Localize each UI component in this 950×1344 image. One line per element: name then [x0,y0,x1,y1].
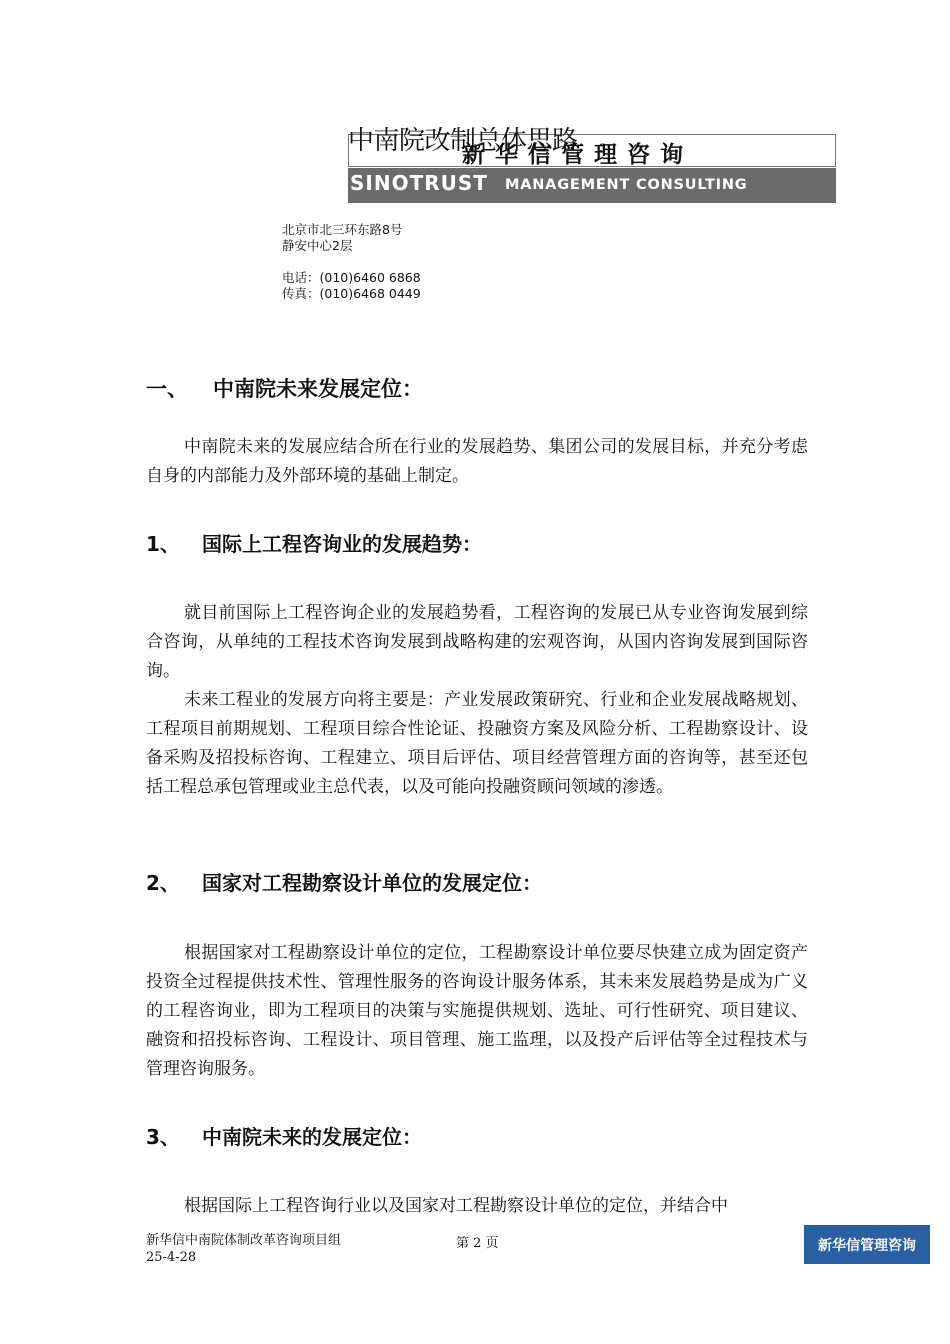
address-line-1: 北京市北三环东路8号 [282,222,403,237]
section-heading-1 [146,373,423,403]
page-number: 第 2 页 [456,1236,499,1251]
section-number: 一、 [146,377,188,401]
intro-paragraph: 中南院未来的发展应结合所在行业的发展趋势、集团公司的发展目标，并充分考虑自身的内部能力及外部环境的基础上制定。 [146,437,808,486]
subheading-number: 2、 [146,871,180,895]
section-title: 中南院未来发展定位： [213,377,423,401]
paragraph-sub1-1: 就目前国际上工程咨询企业的发展趋势看，工程咨询的发展已从专业咨询发展到综合咨询，从单纯的工程技术咨询发展到战略构建的宏观咨询，从国内咨询发展到国际咨询。 [146,603,808,681]
fax-number: 传真：(010)6468 0449 [282,286,421,301]
logo-english-main: SINOTRUST [350,171,488,195]
footer-org: 新华信中南院体制改革咨询项目组 [146,1233,342,1248]
subheading-3 [146,1121,422,1150]
subheading-number: 3、 [146,1125,180,1149]
document-title: 中南院改制总体思路 [348,126,578,156]
logo-chinese-name: 新华信管理咨询 [462,142,693,168]
subheading-title: 国家对工程勘察设计单位的发展定位： [202,871,542,895]
footer-info [146,1232,341,1266]
subheading-1 [146,528,482,557]
subheading-title: 国际上工程咨询业的发展趋势： [202,532,482,556]
subheading-title: 中南院未来的发展定位： [202,1125,422,1149]
phone-number: 电话：(010)6460 6868 [282,270,421,285]
paragraph-sub3-1: 根据国际上工程咨询行业以及国家对工程勘察设计单位的定位，并结合中 [184,1196,728,1216]
footer-date: 25-4-28 [146,1250,197,1265]
logo-english-sub: MANAGEMENT CONSULTING [505,177,748,193]
subheading-2 [146,867,542,896]
subheading-number: 1、 [146,532,180,556]
paragraph-sub2-1: 根据国家对工程勘察设计单位的定位，工程勘察设计单位要尽快建立成为固定资产投资全过程提供技术性、管理性服务的咨询设计服务体系，其未来发展趋势是成为广义的工程咨询业，即为工程项目的决策与实施提供规划、选址、可行性研究、项目建议、融资和招投标咨询、工程设计、项目管理、施工监理，以及投产后评估等全过程技术与管理咨询服务。 [146,943,808,1079]
address-line-2: 静安中心2层 [282,238,353,253]
footer-brand-badge: 新华信管理咨询 [804,1225,930,1264]
paragraph-sub1-2: 未来工程业的发展方向将主要是：产业发展政策研究、行业和企业发展战略规划、工程项目前期规划、工程项目综合性论证、投融资方案及风险分析、工程勘察设计、设备采购及招投标咨询、工程建立、项目后评估、项目经营管理方面的咨询等，甚至还包括工程总承包管理或业主总代表，以及可能向投融资顾问领域的渗透。 [146,690,808,797]
